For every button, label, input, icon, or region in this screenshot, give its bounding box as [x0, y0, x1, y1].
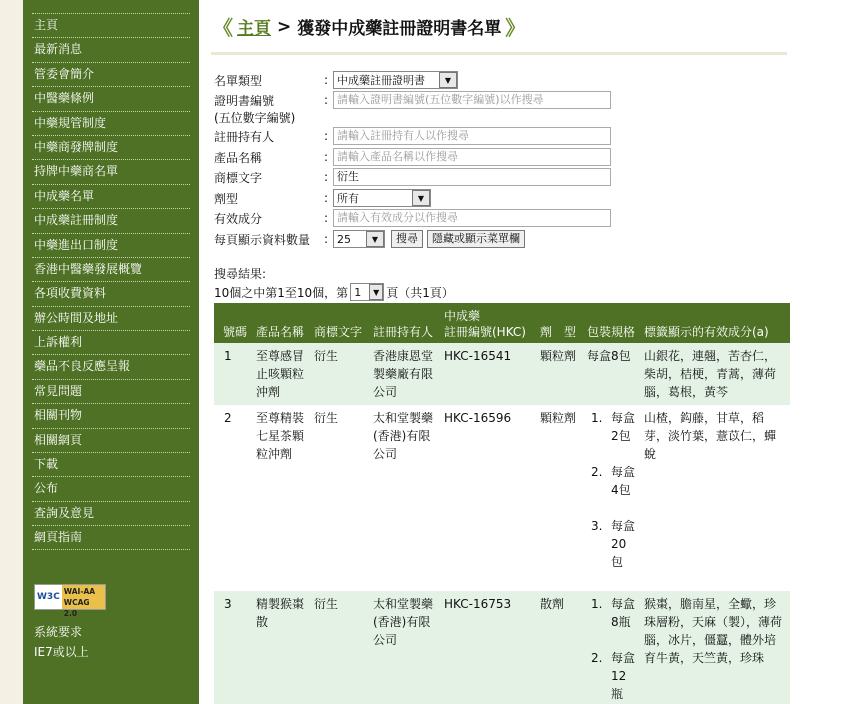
sys-req-title: 系統要求 — [34, 625, 83, 639]
trademark-row — [214, 167, 611, 187]
dosage-value: 所有 — [337, 192, 359, 205]
pack-number: 2. — [591, 465, 603, 479]
row-product[interactable] — [256, 595, 304, 631]
breadcrumb-separator: > — [277, 16, 292, 37]
header-trademark: 商標文字 — [314, 325, 363, 339]
sidebar-nav — [32, 13, 190, 550]
product-input[interactable]: 請輸入產品名稱以作搜尋 — [333, 148, 611, 166]
row-dosage: 顆粒劑 — [540, 349, 577, 363]
w3c-logo: W3C — [37, 592, 60, 602]
page-value: 1 — [354, 285, 362, 299]
ingredient-input[interactable]: 請輸入有效成分以作搜尋 — [333, 209, 611, 227]
nav-item-related-links[interactable]: 相關網頁 — [32, 428, 190, 452]
ingredients-line: 芽，淡竹葉，薏苡仁，蟬 — [644, 429, 777, 443]
right-quote-icon: 》 — [505, 16, 526, 40]
search-button[interactable]: 搜尋 — [391, 230, 423, 248]
row-ingredients — [644, 347, 776, 401]
breadcrumb-home-link[interactable]: 主頁 — [237, 19, 271, 39]
left-quote-icon: 《 — [213, 16, 233, 40]
row-trademark: 衍生 — [314, 411, 339, 425]
per-page-select[interactable] — [333, 230, 385, 248]
nav-item-publications[interactable]: 相關刊物 — [32, 403, 190, 427]
pager-suffix: 頁（共1頁） — [386, 285, 454, 300]
per-page-value: 25 — [337, 232, 351, 246]
row-product[interactable] — [256, 409, 304, 463]
wcag-version: WCAG 2.0 — [63, 598, 90, 618]
nav-item-news[interactable]: 最新消息 — [32, 37, 190, 61]
pack-line: 瓶 — [611, 687, 624, 701]
product-label: 產品名稱 — [214, 150, 263, 165]
holder-line: (香港)有限 — [373, 615, 431, 629]
sidebar — [23, 0, 199, 704]
table-row — [214, 343, 790, 405]
row-no: 3 — [224, 597, 232, 611]
dosage-label: 劑型 — [214, 191, 239, 206]
pack-number: 2. — [591, 651, 603, 665]
colon: : — [323, 150, 329, 164]
holder-line: 太和堂製藥 — [373, 597, 434, 611]
pack-line: 20 — [611, 537, 627, 551]
product-line: 止咳顆粒 — [256, 367, 305, 381]
pack-line: 每盒 — [611, 411, 636, 425]
header-product: 產品名稱 — [256, 325, 305, 339]
nav-item-fees[interactable]: 各項收費資料 — [32, 281, 190, 305]
row-cert: HKC-16753 — [444, 597, 512, 611]
colon: : — [323, 73, 329, 87]
list-type-value: 中成藥註冊證明書 — [337, 74, 425, 87]
pack-line: 包 — [611, 555, 624, 569]
holder-line: 製藥廠有限 — [373, 367, 434, 381]
pack-line: 每盒 — [611, 465, 636, 479]
table-row — [214, 591, 790, 704]
row-trademark: 衍生 — [314, 597, 339, 611]
sys-req-browser: IE7或以上 — [34, 645, 89, 659]
toggle-menu-button[interactable]: 隱藏或顯示菜單欄 — [427, 230, 525, 248]
row-holder — [373, 347, 433, 401]
row-product[interactable] — [256, 347, 304, 401]
ingredients-line: 山楂，鈎藤，甘草，稻 — [644, 411, 765, 425]
holder-line: (香港)有限 — [373, 429, 431, 443]
nav-item-adr-report[interactable]: 藥品不良反應呈報 — [32, 354, 190, 378]
nav-item-licensing[interactable]: 中藥商發牌制度 — [32, 135, 190, 159]
pack-line: 4包 — [611, 483, 631, 497]
ingredients-line: 育牛黃，天竺黃，珍珠 — [644, 651, 765, 665]
nav-item-pcm-list[interactable]: 中成藥名單 — [32, 184, 190, 208]
chevron-down-icon: ▼ — [369, 284, 383, 300]
pack-line: 每盒 — [611, 519, 636, 533]
row-cert: HKC-16541 — [444, 349, 512, 363]
pager — [214, 283, 454, 301]
ingredients-line: 腦，冰片，僵蠶，體外培 — [644, 633, 777, 647]
nav-item-home[interactable]: 主頁 — [32, 13, 190, 37]
product-line: 至尊感冒 — [256, 349, 305, 363]
product-line: 沖劑 — [256, 385, 281, 399]
heading-divider — [211, 52, 787, 55]
ingredients-line: 蛻 — [644, 447, 657, 461]
main-content — [199, 0, 851, 704]
results-label: 搜尋結果: — [214, 267, 267, 281]
header-holder: 註冊持有人 — [373, 325, 434, 339]
nav-item-site-guide[interactable]: 網頁指南 — [32, 525, 190, 549]
row-holder — [373, 409, 433, 463]
nav-item-appeal[interactable]: 上訴權利 — [32, 330, 190, 354]
holder-row — [214, 126, 611, 146]
per-page-label: 每頁顯示資料數量 — [214, 232, 311, 247]
nav-item-development-overview[interactable]: 香港中醫藥發展概覽 — [32, 257, 190, 281]
header-ingredients: 標籤顯示的有效成分(a) — [644, 325, 769, 339]
pack-line: 2包 — [611, 429, 631, 443]
nav-item-office-hours[interactable]: 辦公時間及地址 — [32, 306, 190, 330]
nav-item-download[interactable]: 下載 — [32, 452, 190, 476]
row-no: 2 — [224, 411, 232, 425]
colon: : — [323, 211, 329, 225]
row-pack: 每盒8包 — [587, 349, 631, 363]
holder-label: 註冊持有人 — [214, 129, 275, 144]
holder-input[interactable]: 請輸入註冊持有人以作搜尋 — [333, 127, 611, 145]
header-no: 號碼 — [223, 325, 248, 339]
per-page-row — [214, 229, 525, 249]
dosage-select[interactable] — [333, 189, 431, 207]
table-row — [214, 405, 790, 591]
row-ingredients — [644, 409, 776, 463]
list-type-label: 名單類型 — [214, 73, 263, 88]
nav-item-board-intro[interactable]: 管委會簡介 — [32, 62, 190, 86]
product-row — [214, 147, 611, 167]
row-ingredients — [644, 595, 782, 667]
list-type-row — [214, 70, 458, 90]
ingredients-line: 柴胡，桔梗，青蒿，薄荷 — [644, 367, 777, 381]
nav-item-faq[interactable]: 常見問題 — [32, 379, 190, 403]
nav-item-import-export[interactable]: 中藥進出口制度 — [32, 233, 190, 257]
wcag-level: WAI-AA — [63, 587, 96, 596]
page-select[interactable] — [350, 283, 384, 301]
page-title: 獲發中成藥註冊證明書名單 — [297, 19, 502, 39]
pager-prefix: 10個之中第1至10個，第 — [214, 285, 349, 300]
ingredient-row — [214, 208, 611, 228]
pack-number: 1. — [591, 597, 603, 611]
product-line: 粒沖劑 — [256, 447, 293, 461]
product-line: 散 — [256, 615, 269, 629]
pack-line: 每盒 — [611, 597, 636, 611]
colon: : — [323, 191, 329, 205]
nav-item-licensed-traders[interactable]: 持牌中藥商名單 — [32, 159, 190, 183]
header-cert-2: 註冊編號(HKC) — [444, 325, 526, 339]
system-requirements — [34, 622, 89, 662]
row-cert: HKC-16596 — [444, 411, 512, 425]
row-dosage: 散劑 — [540, 597, 565, 611]
ingredients-line: 猴棗，膽南星，全蠍，珍 — [644, 597, 777, 611]
cert-no-label: 證明書編號 — [214, 93, 275, 108]
cert-no-hint-row — [214, 107, 295, 127]
pack-line: 12 — [611, 669, 627, 683]
pack-line: 每盒 — [611, 651, 636, 665]
colon: : — [323, 232, 329, 246]
nav-item-regulation[interactable]: 中藥規管制度 — [32, 111, 190, 135]
colon: : — [323, 93, 329, 107]
table-header — [214, 303, 790, 343]
ingredient-label: 有效成分 — [214, 211, 263, 226]
holder-line: 香港康恩堂 — [373, 349, 434, 363]
chevron-down-icon: ▼ — [412, 190, 430, 206]
nav-item-cm-ordinance[interactable]: 中醫藥條例 — [32, 86, 190, 110]
colon: : — [323, 129, 329, 143]
header-cert-1: 中成藥 — [444, 309, 481, 323]
wcag-label — [62, 585, 105, 618]
row-holder — [373, 595, 433, 649]
dosage-row — [214, 188, 431, 208]
header-pack: 包裝規格 — [587, 325, 636, 339]
trademark-label: 商標文字 — [214, 170, 263, 185]
holder-line: 公司 — [373, 633, 398, 647]
nav-item-pcm-registration[interactable]: 中成藥註冊制度 — [32, 208, 190, 232]
ingredients-line: 珠層粉，天麻（製），薄荷 — [644, 615, 783, 629]
wcag-badge[interactable] — [34, 584, 106, 618]
product-line: 精製猴棗 — [256, 597, 305, 611]
nav-item-enquiry[interactable]: 查詢及意見 — [32, 501, 190, 525]
chevron-down-icon: ▼ — [366, 231, 384, 247]
holder-line: 公司 — [373, 385, 398, 399]
cert-no-input[interactable]: 請輸入證明書編號(五位數字編號)以作搜尋 — [333, 91, 611, 109]
header-dosage: 劑 型 — [540, 325, 577, 339]
results-table — [214, 303, 790, 704]
holder-line: 太和堂製藥 — [373, 411, 434, 425]
row-trademark: 衍生 — [314, 349, 339, 363]
cert-no-hint: (五位數字編號) — [214, 110, 296, 125]
product-line: 至尊精裝 — [256, 411, 305, 425]
ingredients-line: 腦，葛根，黃芩 — [644, 385, 729, 399]
pack-line: 8瓶 — [611, 615, 631, 629]
pack-number: 1. — [591, 411, 603, 425]
trademark-input[interactable]: 衍生 — [333, 168, 611, 186]
product-line: 七星茶顆 — [256, 429, 305, 443]
holder-line: 公司 — [373, 447, 398, 461]
list-type-select[interactable] — [333, 71, 458, 89]
chevron-down-icon: ▼ — [439, 72, 457, 88]
pack-number: 3. — [591, 519, 603, 533]
page-heading — [213, 12, 525, 41]
row-no: 1 — [224, 349, 232, 363]
row-dosage: 顆粒劑 — [540, 411, 577, 425]
ingredients-line: 山銀花，連翹，苦杏仁， — [644, 349, 777, 363]
colon: : — [323, 170, 329, 184]
nav-item-announcements[interactable]: 公布 — [32, 476, 190, 500]
